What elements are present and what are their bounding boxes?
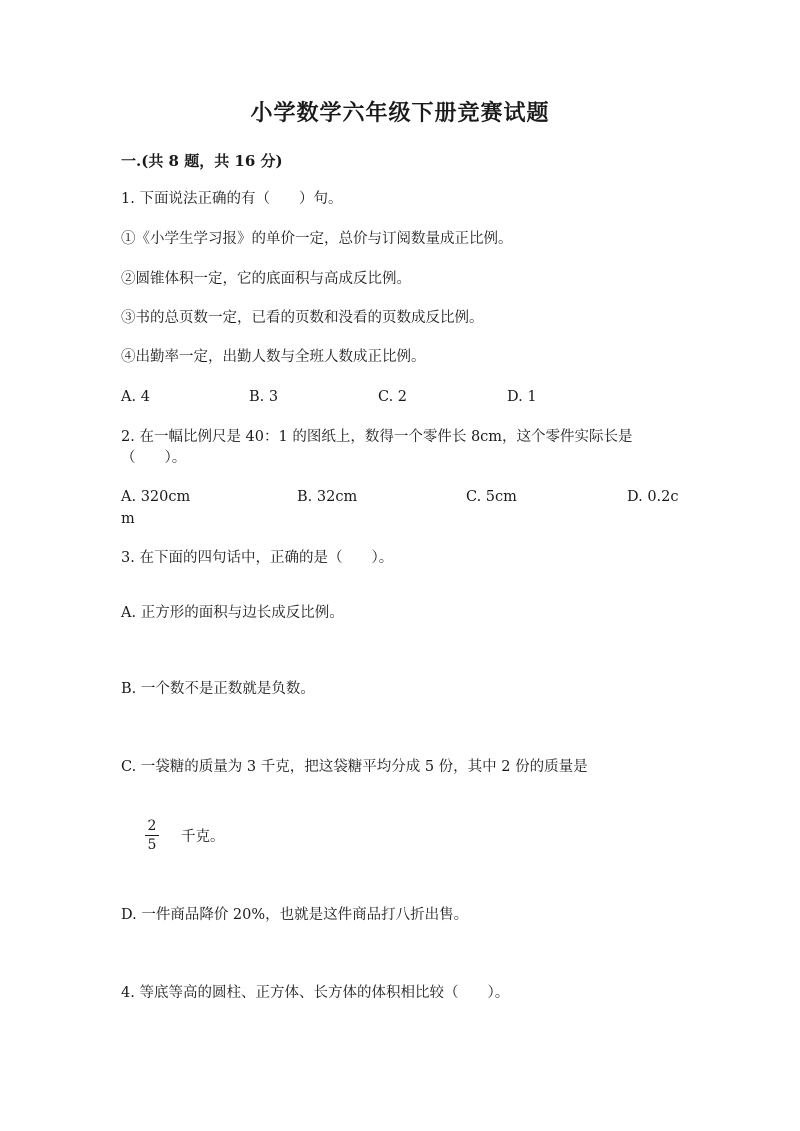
question-1-stem: 1. 下面说法正确的有（ ）句。 (121, 191, 343, 207)
question-3-option-c: C. 一袋糖的质量为 3 千克，把这袋糖平均分成 5 份，其中 2 份的质量是 (121, 759, 588, 775)
question-1-statement-2: ②圆锥体积一定，它的底面积与高成反比例。 (121, 271, 411, 287)
question-3-stem: 3. 在下面的四句话中，正确的是（ ）。 (121, 550, 394, 566)
question-1-option-d: D. 1 (507, 389, 537, 405)
question-1-option-b: B. 3 (249, 389, 279, 405)
fraction-two-fifths (141, 818, 163, 853)
question-2-option-d: D. 0.2c (627, 489, 679, 505)
question-3-option-a: A. 正方形的面积与边长成反比例。 (121, 605, 344, 621)
fraction-numerator: 2 (147, 818, 157, 834)
question-1-statement-4: ④出勤率一定，出勤人数与全班人数成正比例。 (121, 349, 426, 365)
question-2-option-b: B. 32cm (297, 489, 358, 505)
question-2-option-d-wrap: m (121, 511, 135, 527)
question-3-option-d: D. 一件商品降价 20%，也就是这件商品打八折出售。 (121, 907, 469, 923)
question-2-option-c: C. 5cm (466, 489, 517, 505)
question-3-option-b: B. 一个数不是正数就是负数。 (121, 681, 315, 697)
page-title: 小学数学六年级下册竞赛试题 (250, 100, 550, 126)
question-1-option-c: C. 2 (378, 389, 408, 405)
question-3-option-c-unit: 千克。 (181, 829, 225, 845)
question-4-stem: 4. 等底等高的圆柱、正方体、长方体的体积相比较（ ）。 (121, 985, 510, 1001)
question-2-stem-line-2: （ ）。 (121, 450, 187, 466)
fraction-denominator: 5 (147, 837, 157, 853)
question-1-option-a: A. 4 (121, 389, 150, 405)
question-2-option-a: A. 320cm (121, 489, 191, 505)
section-heading: 一.(共 8 题，共 16 分) (121, 152, 283, 170)
question-1-statement-1: ①《小学生学习报》的单价一定，总价与订阅数量成正比例。 (121, 231, 513, 247)
fraction-bar (145, 835, 159, 836)
question-2-stem-line-1: 2. 在一幅比例尺是 40：1 的图纸上，数得一个零件长 8cm，这个零件实际长是 (121, 429, 633, 445)
question-1-statement-3: ③书的总页数一定，已看的页数和没看的页数成反比例。 (121, 310, 484, 326)
